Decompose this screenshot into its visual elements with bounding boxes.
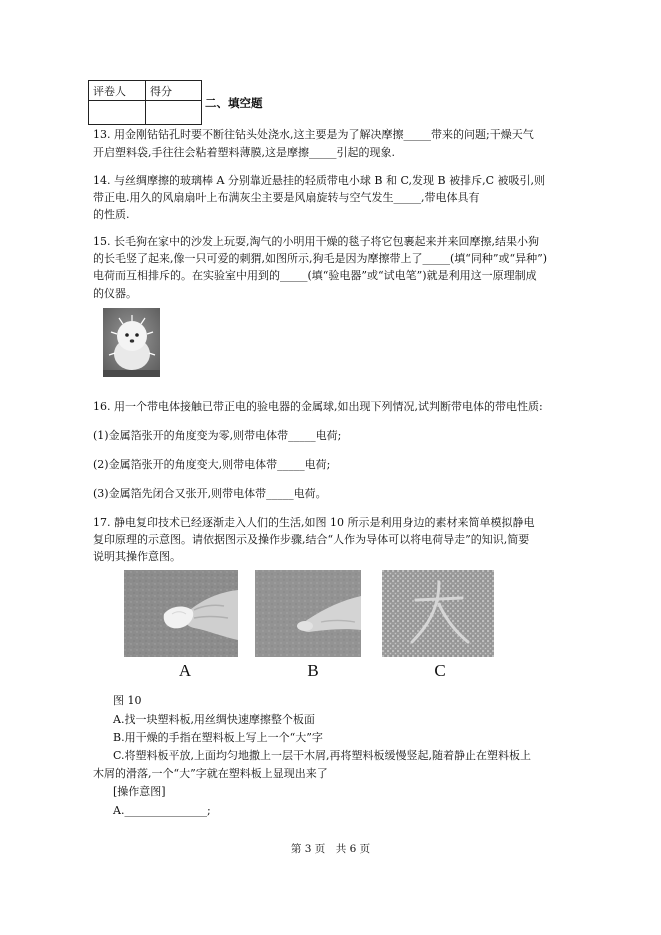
q15-line-1: 15. 长毛狗在家中的沙发上玩耍,淘气的小明用干燥的毯子将它包裹起来并来回摩擦,结果小狗 bbox=[93, 235, 539, 248]
q13-line-2: 开启塑料袋,手往往会粘着塑料薄膜,这是摩擦_____引起的现象. bbox=[93, 146, 395, 159]
figure-label-c: C bbox=[434, 661, 446, 680]
score-table bbox=[88, 80, 202, 125]
figure-caption: 图 10 bbox=[113, 694, 142, 707]
step-c-continued: 木屑的滑落,一个“大”字就在塑料板上显现出来了 bbox=[93, 767, 328, 780]
section-title: 二、填空题 bbox=[205, 96, 263, 110]
q14-line-2: 带正电.用久的风扇扇叶上布满灰尘主要是风扇旋转与空气发生_____,带电体具有 bbox=[93, 191, 480, 204]
figure-label-a: A bbox=[178, 661, 192, 680]
photo-c-sawdust-character bbox=[382, 570, 494, 657]
grader-header: 评卷人 bbox=[89, 81, 146, 101]
score-table-body-row bbox=[89, 101, 202, 125]
q15-line-3: 电荷而互相排斥的。在实验室中用到的_____(填“验电器”或“试电笔”)就是利用这一原理制成 bbox=[93, 269, 537, 282]
fluffy-dog-photo bbox=[103, 308, 160, 377]
photo-b-finger-writing bbox=[255, 570, 361, 657]
photo-a-rubbing-plate bbox=[124, 570, 238, 657]
q14-line-3: 的性质. bbox=[93, 208, 130, 221]
q16-line-1: 16. 用一个带电体接触已带正电的验电器的金属球,如出现下列情况,试判断带电体的带电性质: bbox=[93, 400, 543, 413]
q16-item-3: (3)金属箔先闭合又张开,则带电体带_____电荷。 bbox=[93, 487, 327, 500]
grader-cell bbox=[89, 101, 146, 125]
q17-line-2: 复印原理的示意图。请依据图示及操作步骤,结合“人作为导体可以将电荷导走”的知识,简要 bbox=[93, 533, 530, 546]
page-footer: 第 3 页 共 6 页 bbox=[290, 843, 371, 855]
q17-line-1: 17. 静电复印技术已经逐渐走入人们的生活,如图 10 所示是利用身边的素材来简单模拟静电 bbox=[93, 516, 535, 529]
q15-line-2: 的长毛竖了起来,像一只可爱的刺猬,如图所示,狗毛是因为摩擦带上了_____(填“同种”或“异种”) bbox=[93, 252, 548, 265]
figure-label-b: B bbox=[307, 661, 319, 680]
step-a: A.找一块塑料板,用丝绸快速摩擦整个板面 bbox=[113, 713, 315, 726]
q13-line-1: 13. 用金刚钻钻孔时要不断往钻头处浇水,这主要是为了解决摩擦_____带来的问题;干燥天气 bbox=[93, 128, 534, 141]
intent-heading: [操作意图] bbox=[113, 785, 166, 798]
q14-line-1: 14. 与丝绸摩擦的玻璃棒 A 分别靠近悬挂的轻质带电小球 B 和 C,发现 B 被排斥,C 被吸引,则 bbox=[93, 174, 546, 187]
q16-item-2: (2)金属箔张开的角度变大,则带电体带_____电荷; bbox=[93, 458, 331, 471]
step-b: B.用干燥的手指在塑料板上写上一个“大”字 bbox=[113, 731, 323, 744]
intent-answer-a: A._______________; bbox=[113, 804, 211, 817]
q16-item-1: (1)金属箔张开的角度变为零,则带电体带_____电荷; bbox=[93, 429, 342, 442]
score-table-header-row bbox=[89, 81, 202, 101]
score-header: 得分 bbox=[146, 81, 202, 101]
q17-line-3: 说明其操作意图。 bbox=[93, 550, 181, 563]
q15-line-4: 的仪器。 bbox=[93, 287, 137, 300]
score-cell bbox=[146, 101, 202, 125]
step-c: C.将塑料板平放,上面均匀地撒上一层干木屑,再将塑料板缓慢竖起,随着静止在塑料板上 bbox=[113, 749, 532, 762]
